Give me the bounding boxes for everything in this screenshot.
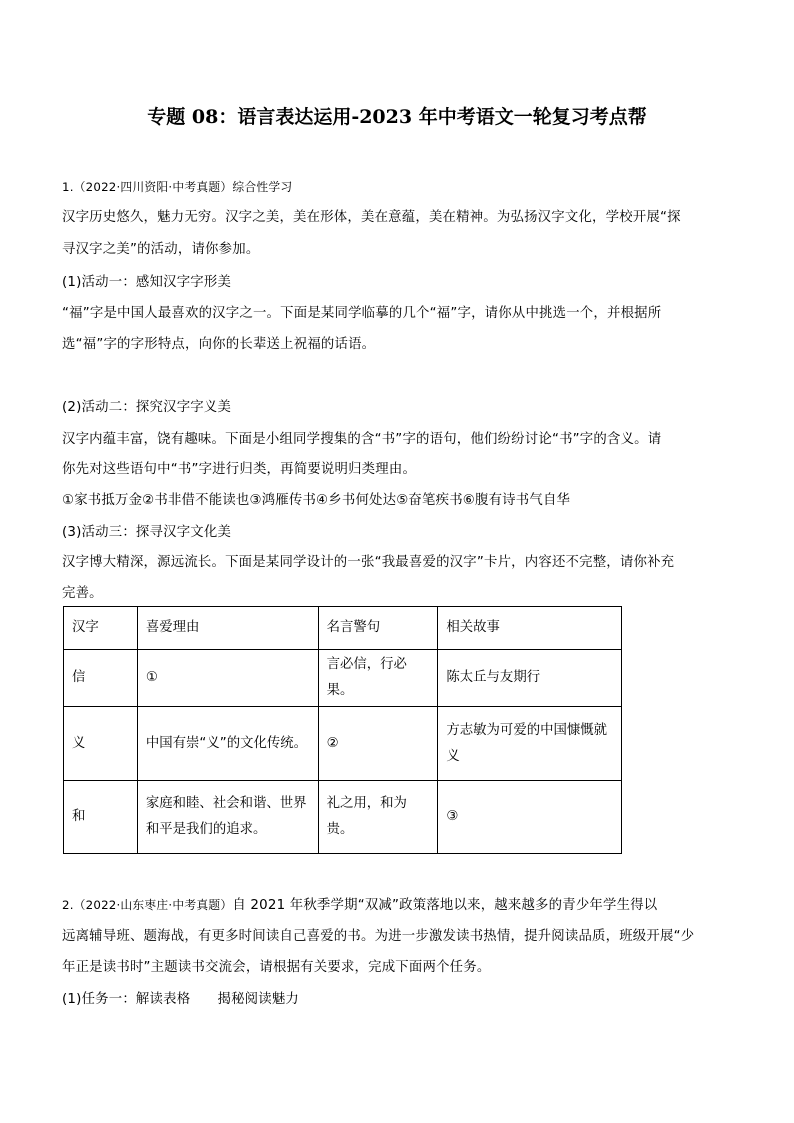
table-cell: 和: [64, 781, 138, 854]
activity-2-text-line-1: 汉字内蕴丰富，饶有趣味。下面是小组同学搜集的含“书”字的语句，他们纷纷讨论“书”字的含义。请: [62, 432, 662, 447]
table-cell: 家庭和睦、社会和谐、世界和平是我们的追求。: [137, 781, 318, 854]
question-2-line-1: [62, 894, 657, 913]
table-cell: ①: [137, 650, 318, 707]
activity-1-text-line-1: “福”字是中国人最喜欢的汉字之一。下面是某同学临摹的几个“福”字，请你从中挑选一个，并根据所: [62, 306, 662, 321]
question-2-text-start: 自 2021 年秋季学期“双减”政策落地以来，越来越多的青少年学生得以: [232, 898, 658, 913]
activity-3-text-line-2: 完善。: [62, 586, 103, 601]
table-header-cell: 汉字: [64, 607, 138, 650]
table-header-row: [64, 607, 622, 650]
activity-2-sentence-list: ①家书抵万金②书非借不能读也③鸿雁传书④乡书何处达⑤奋笔疾书⑥腹有诗书气自华: [62, 493, 571, 508]
page-title: 专题 08：语言表达运用-2023 年中考语文一轮复习考点帮: [147, 106, 647, 128]
question-2-line-2: 远离辅导班、题海战，有更多时间读自己喜爱的书。为进一步激发读书热情，提升阅读品质，班级开展“少: [62, 929, 695, 944]
activity-2-title: (2)活动二：探究汉字字义美: [62, 400, 232, 415]
table-header-cell: 相关故事: [438, 607, 622, 650]
favorite-character-table: [63, 606, 622, 854]
activity-1-title: (1)活动一：感知汉字字形美: [62, 275, 232, 290]
question-1-intro-line-2: 寻汉字之美”的活动，请你参加。: [62, 242, 260, 257]
table-cell: 方志敏为可爱的中国慷慨就义: [438, 707, 622, 781]
question-2-header: 2.（2022·山东枣庄·中考真题）: [62, 898, 233, 912]
table-row: [64, 781, 622, 854]
question-1-header: 1.（2022·四川资阳·中考真题）综合性学习: [62, 180, 293, 194]
table-header-cell: 名言警句: [318, 607, 438, 650]
task-1-title: (1)任务一：解读表格 揭秘阅读魅力: [62, 992, 300, 1007]
table-cell: 中国有崇“义”的文化传统。: [137, 707, 318, 781]
activity-2-text-line-2: 你先对这些语句中“书”字进行归类，再简要说明归类理由。: [62, 462, 417, 477]
table-cell: ②: [318, 707, 438, 781]
table-cell: 义: [64, 707, 138, 781]
table-row: [64, 707, 622, 781]
table-cell: 礼之用，和为贵。: [318, 781, 438, 854]
table-cell: 陈太丘与友期行: [438, 650, 622, 707]
question-2-line-3: 年正是读书时”主题读书交流会，请根据有关要求，完成下面两个任务。: [62, 960, 491, 975]
table-cell: 言必信，行必果。: [318, 650, 438, 707]
activity-3-text-line-1: 汉字博大精深，源远流长。下面是某同学设计的一张“我最喜爱的汉字”卡片，内容还不完整，请你补充: [62, 555, 675, 570]
activity-1-text-line-2: 选“福”字的字形特点，向你的长辈送上祝福的话语。: [62, 337, 376, 352]
table-row: [64, 650, 622, 707]
question-1-intro-line-1: 汉字历史悠久，魅力无穷。汉字之美，美在形体，美在意蕴，美在精神。为弘扬汉字文化，学校开展“探: [62, 210, 681, 225]
table-cell: 信: [64, 650, 138, 707]
activity-3-title: (3)活动三：探寻汉字文化美: [62, 525, 232, 540]
table-cell: ③: [438, 781, 622, 854]
table-header-cell: 喜爱理由: [137, 607, 318, 650]
